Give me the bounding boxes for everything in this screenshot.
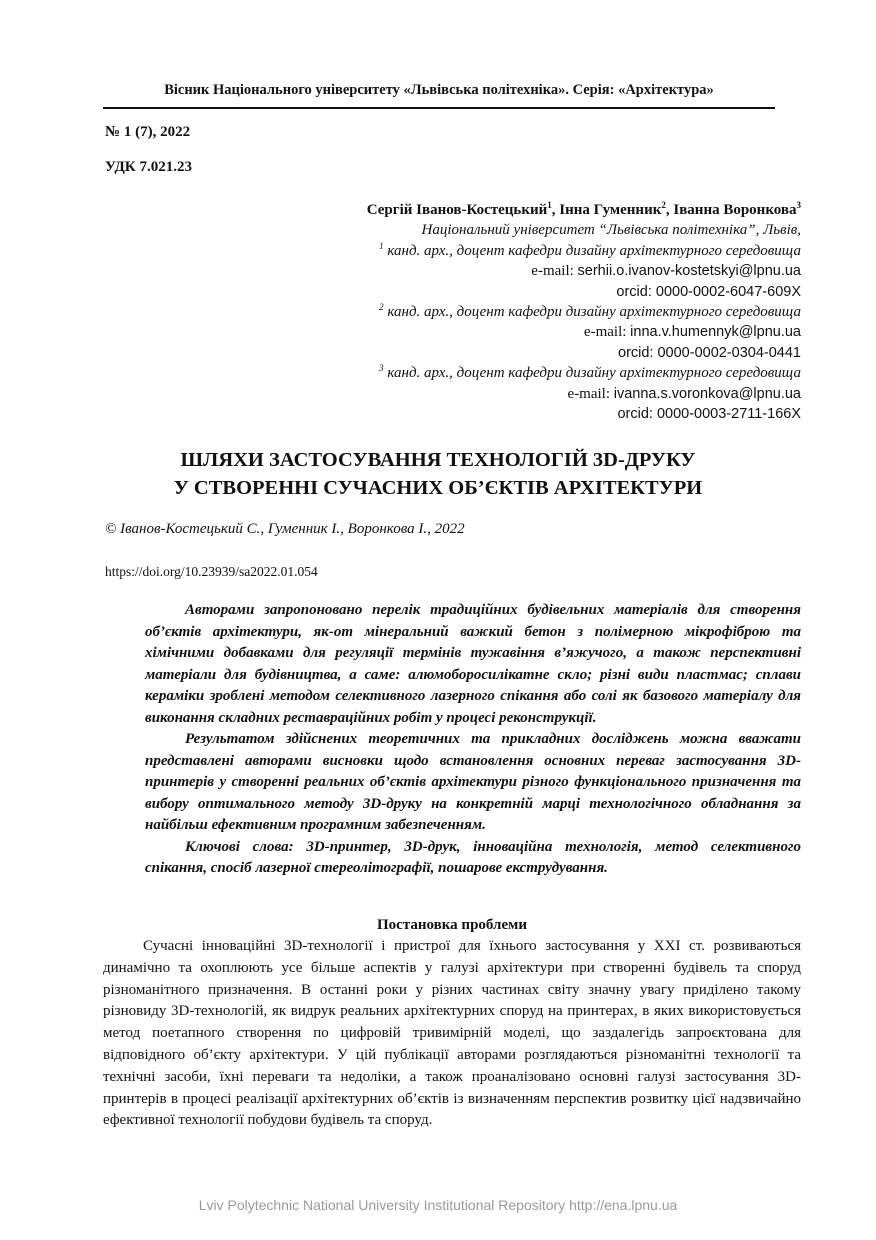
journal-header: Вісник Національного університету «Львівська політехніка». Серія: «Архітектура» [103,82,775,109]
position-sup: 2 [379,302,384,313]
author-sup-3: 3 [796,200,801,210]
issue-number: № 1 (7), 2022 [105,124,191,140]
email-domain: @lpnu.ua [738,263,801,280]
name-separator: , [665,202,674,218]
author-position-2 [241,302,801,322]
author-email-3 [241,384,801,404]
position-sup: 1 [379,240,384,251]
email-link[interactable]: ivanna.s.voronkova [613,385,739,402]
author-position-3 [241,363,801,383]
email-label: e-mail: [567,385,614,402]
section-heading: Постановка проблеми [377,917,527,933]
author-email-1 [241,261,801,281]
email-link[interactable]: inna.v.humennyk [630,324,739,341]
affiliation: Національний університет “Львівська політехніка”, Львів, [421,222,801,239]
position-text: канд. арх., доцент кафедри дизайну архітектурного середовища [387,304,801,321]
abstract-paragraph-2: Результатом здійснених теоретичних та прикладних досліджень можна вважати представлені авторами висновки щодо встановлення основних переваг застосування 3D-принтерів у створенні реальних об’єктів архітектури різного функціонального призначення та вибору оптимального методу 3D-друку на конкретній марці технологічного обладнання за найбільш ефективним програмним забезпеченням. [145,731,801,833]
abstract-paragraph-1: Авторами запропоновано перелік традиційних будівельних матеріалів для створення об’єктів архітектури, як-от мінеральний важкий бетон з полімерною мікрофіброю та хімічними добавками для регуляції термінів тужавіння в’яжучого, а також перспективні матеріали для будівництва, а саме: алюмоборосилікатне скло; різні види пластмас; сплави кераміки зроблені методом селективного лазерного спікання або солі як базового матеріалу для виконання складних реставраційних робіт у процесі реконструкції. [145,602,801,726]
email-domain: @lpnu.ua [738,385,801,402]
author-name-1: Сергій Іванов-Костецький [366,202,548,218]
keywords: Ключові слова: 3D-принтер, 3D-друк, інноваційна технологія, метод селективного спікання, спосіб лазерної стереолітографії, пошарове екструдування. [145,838,801,876]
title-line-2: У СТВОРЕННІ СУЧАСНИХ ОБ’ЄКТІВ АРХІТЕКТУРИ [173,477,703,499]
body-paragraph: Сучасні інноваційні 3D-технології і пристрої для їхнього застосування у XXI ст. розвиваються динамічно та охоплюють усе більше аспектів у галузі архітектури при створенні будівель та споруд різноманітного призначення. В останні роки у різних частинах світу значну увагу приділено такому різновиду 3D-технологій, як видрук реальних архітектурних споруд на принтерах, в яких використовується метод поетапного створення по цифровій тривимірній моделі, що заздалегідь запроєктована для відповідного об’єкту архітектури. У цій публікації авторами розглядаються різноманітні технології та технічні засоби, їхні переваги та недоліки, а також проаналізовано основні галузі застосування 3D-принтерів в процесі реалізації архітектурних об’єктів із визначенням перспектив розвитку цієї надзвичайно ефективної технології побудови будівель та споруд. [103,938,801,1129]
author-sup-1: 1 [547,200,552,210]
abstract [145,600,801,880]
author-position-1 [241,241,801,261]
copyright: © Іванов-Костецький С., Гуменник І., Воронкова І., 2022 [105,521,465,537]
position-text: канд. арх., доцент кафедри дизайну архітектурного середовища [387,242,801,259]
author-orcid-1[interactable]: orcid: 0000-0002-6047-609X [616,283,801,300]
position-text: канд. арх., доцент кафедри дизайну архітектурного середовища [387,365,801,382]
authors-block [241,200,801,424]
email-link[interactable]: serhii.o.ivanov-kostetskyi [577,263,739,280]
doi-link[interactable]: https://doi.org/10.23939/sa2022.01.054 [105,564,318,579]
name-separator: , [551,202,560,218]
email-label: e-mail: [531,263,578,280]
author-email-2 [241,322,801,342]
position-sup: 3 [379,363,384,374]
repository-footer[interactable]: Lviv Polytechnic National University Institutional Repository http://ena.lpnu.ua [198,1197,678,1213]
body-text [103,936,801,1132]
title-line-1: ШЛЯХИ ЗАСТОСУВАННЯ ТЕХНОЛОГІЙ 3D-ДРУКУ [180,449,696,471]
author-sup-2: 2 [661,200,666,210]
author-name-3: Іванна Воронкова [673,202,797,218]
author-names [241,200,801,220]
email-label: e-mail: [583,324,631,341]
email-domain: @lpnu.ua [738,324,801,341]
author-orcid-3[interactable]: orcid: 0000-0003-2711-166X [617,406,801,423]
udk-code: УДК 7.021.23 [105,159,192,175]
author-orcid-2[interactable]: orcid: 0000-0002-0304-0441 [618,344,801,361]
article-title [100,446,776,502]
author-name-2: Інна Гуменник [559,202,662,218]
